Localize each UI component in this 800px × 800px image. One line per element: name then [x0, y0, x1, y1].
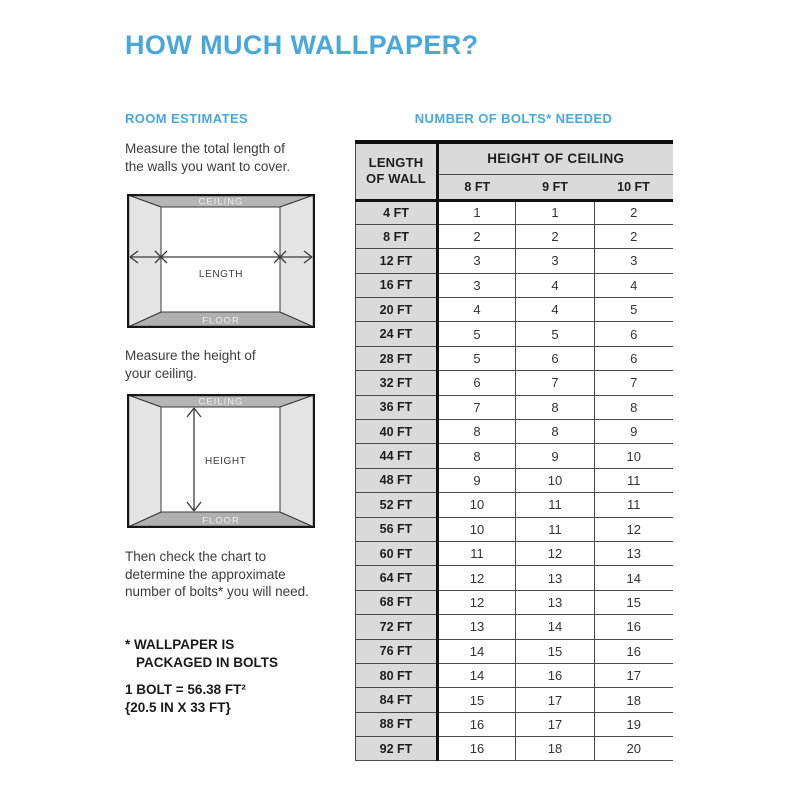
table-row — [356, 468, 673, 492]
instruction-line: number of bolts* you will need. — [125, 584, 309, 599]
instruction-line: the walls you want to cover. — [125, 158, 291, 174]
bolts-value-cell: 4 — [438, 298, 516, 322]
left-wall — [128, 195, 161, 327]
bolts-value-cell: 18 — [516, 737, 595, 761]
table-row — [356, 615, 673, 639]
bolts-value-cell: 8 — [516, 420, 595, 444]
table-row — [356, 249, 673, 273]
wall-length-cell: 4 FT — [356, 200, 438, 224]
bolts-value-cell: 3 — [438, 273, 516, 297]
table-row — [356, 346, 673, 370]
wall-length-cell: 8 FT — [356, 224, 438, 248]
column-header-9ft: 9 FT — [516, 174, 595, 200]
bolts-value-cell: 8 — [438, 420, 516, 444]
measure-height-instruction — [125, 347, 256, 382]
room-length-diagram — [127, 194, 315, 328]
bolts-value-cell: 12 — [438, 590, 516, 614]
length-of-wall-header — [356, 142, 438, 200]
footnote-line: PACKAGED IN BOLTS — [136, 654, 279, 670]
wall-length-cell: 92 FT — [356, 737, 438, 761]
bolts-value-cell: 4 — [516, 298, 595, 322]
bolts-value-cell: 13 — [438, 615, 516, 639]
bolts-value-cell: 9 — [516, 444, 595, 468]
ceiling-label: CEILING — [198, 196, 244, 208]
bolts-value-cell: 10 — [438, 493, 516, 517]
table-row — [356, 420, 673, 444]
bolts-value-cell: 16 — [516, 663, 595, 687]
bolts-value-cell: 14 — [595, 566, 673, 590]
left-wall — [128, 395, 161, 527]
table-row — [356, 541, 673, 565]
room-height-diagram — [127, 394, 315, 528]
bolts-value-cell: 3 — [595, 249, 673, 273]
measure-length-instruction — [125, 140, 290, 175]
floor-label: FLOOR — [202, 315, 240, 327]
bolts-value-cell: 9 — [438, 468, 516, 492]
ceiling-label: CEILING — [198, 396, 244, 408]
bolts-value-cell: 11 — [516, 493, 595, 517]
column-header-8ft: 8 FT — [438, 174, 516, 200]
table-row — [356, 590, 673, 614]
wall-length-cell: 60 FT — [356, 541, 438, 565]
bolts-value-cell: 13 — [516, 590, 595, 614]
room-estimates-heading: ROOM ESTIMATES — [125, 111, 249, 126]
bolts-value-cell: 1 — [516, 200, 595, 224]
bolts-value-cell: 8 — [438, 444, 516, 468]
wall-length-cell: 44 FT — [356, 444, 438, 468]
table-row — [356, 395, 673, 419]
bolts-value-cell: 14 — [438, 663, 516, 687]
bolts-value-cell: 7 — [516, 371, 595, 395]
table-row — [356, 517, 673, 541]
table-row — [356, 298, 673, 322]
bolts-value-cell: 20 — [595, 737, 673, 761]
wall-length-cell: 48 FT — [356, 468, 438, 492]
wall-length-cell: 76 FT — [356, 639, 438, 663]
bolts-value-cell: 15 — [438, 688, 516, 712]
instruction-line: Measure the height of — [125, 348, 256, 363]
bolts-value-cell: 19 — [595, 712, 673, 736]
bolts-value-cell: 6 — [595, 346, 673, 370]
wall-length-cell: 16 FT — [356, 273, 438, 297]
bolts-value-cell: 12 — [438, 566, 516, 590]
table-group-header-row — [356, 142, 673, 174]
bolts-value-cell: 11 — [438, 541, 516, 565]
wall-length-cell: 68 FT — [356, 590, 438, 614]
bolts-value-cell: 7 — [438, 395, 516, 419]
bolts-value-cell: 3 — [438, 249, 516, 273]
wall-length-cell: 24 FT — [356, 322, 438, 346]
wall-length-cell: 88 FT — [356, 712, 438, 736]
wall-length-cell: 40 FT — [356, 420, 438, 444]
wall-length-cell: 20 FT — [356, 298, 438, 322]
table-row — [356, 663, 673, 687]
bolts-table-body — [356, 200, 673, 761]
table-row — [356, 688, 673, 712]
bolts-value-cell: 5 — [595, 298, 673, 322]
bolts-value-cell: 15 — [516, 639, 595, 663]
column-header-10ft: 10 FT — [595, 174, 673, 200]
table-row — [356, 224, 673, 248]
bolts-value-cell: 5 — [438, 346, 516, 370]
bolts-value-cell: 11 — [595, 468, 673, 492]
wall-length-cell: 72 FT — [356, 615, 438, 639]
bolts-value-cell: 12 — [516, 541, 595, 565]
bolts-value-cell: 17 — [595, 663, 673, 687]
footnote-line: * WALLPAPER IS — [125, 637, 235, 652]
wall-length-cell: 28 FT — [356, 346, 438, 370]
bolts-value-cell: 4 — [595, 273, 673, 297]
wall-length-cell: 84 FT — [356, 688, 438, 712]
check-chart-instruction — [125, 548, 309, 601]
bolts-value-cell: 9 — [595, 420, 673, 444]
header-line: LENGTH — [368, 155, 424, 171]
bolts-value-cell: 3 — [516, 249, 595, 273]
bolts-value-cell: 8 — [516, 395, 595, 419]
bolts-value-cell: 13 — [595, 541, 673, 565]
bolts-value-cell: 16 — [438, 737, 516, 761]
bolts-value-cell: 6 — [595, 322, 673, 346]
table-row — [356, 371, 673, 395]
table-row — [356, 737, 673, 761]
bolts-value-cell: 11 — [516, 517, 595, 541]
instruction-line: Then check the chart to — [125, 549, 267, 564]
bolts-value-cell: 7 — [595, 371, 673, 395]
wall-length-cell: 12 FT — [356, 249, 438, 273]
page-title: HOW MUCH WALLPAPER? — [125, 30, 479, 60]
bolts-value-cell: 12 — [595, 517, 673, 541]
height-of-ceiling-header: HEIGHT OF CEILING — [438, 142, 673, 174]
right-wall — [280, 195, 314, 327]
wall-length-cell: 80 FT — [356, 663, 438, 687]
instruction-line: your ceiling. — [125, 365, 198, 381]
table-row — [356, 566, 673, 590]
bolts-value-cell: 16 — [595, 615, 673, 639]
height-label: HEIGHT — [205, 456, 247, 467]
length-label: LENGTH — [198, 269, 244, 280]
bolts-value-cell: 2 — [438, 224, 516, 248]
bolts-value-cell: 5 — [438, 322, 516, 346]
wallpaper-footnote — [125, 636, 278, 671]
bolt-info-line: {20.5 IN X 33 FT} — [125, 699, 231, 715]
bolts-value-cell: 2 — [516, 224, 595, 248]
wall-length-cell: 52 FT — [356, 493, 438, 517]
bolts-value-cell: 2 — [595, 200, 673, 224]
bolts-value-cell: 4 — [516, 273, 595, 297]
table-row — [356, 639, 673, 663]
floor-label: FLOOR — [202, 515, 240, 527]
table-row — [356, 273, 673, 297]
bolts-value-cell: 18 — [595, 688, 673, 712]
table-row — [356, 712, 673, 736]
bolts-value-cell: 8 — [595, 395, 673, 419]
bolts-value-cell: 6 — [438, 371, 516, 395]
bolts-value-cell: 14 — [438, 639, 516, 663]
wall-length-cell: 32 FT — [356, 371, 438, 395]
bolts-value-cell: 1 — [438, 200, 516, 224]
bolts-value-cell: 2 — [595, 224, 673, 248]
right-wall — [280, 395, 314, 527]
bolt-info-line: 1 BOLT = 56.38 FT² — [125, 682, 246, 697]
back-wall — [161, 207, 280, 312]
bolts-value-cell: 13 — [516, 566, 595, 590]
table-row — [356, 322, 673, 346]
wall-length-cell: 36 FT — [356, 395, 438, 419]
bolts-value-cell: 14 — [516, 615, 595, 639]
instruction-line: determine the approximate — [125, 566, 286, 582]
bolts-value-cell: 11 — [595, 493, 673, 517]
bolts-value-cell: 10 — [438, 517, 516, 541]
bolts-value-cell: 17 — [516, 688, 595, 712]
table-row — [356, 444, 673, 468]
wall-length-cell: 64 FT — [356, 566, 438, 590]
wall-length-cell: 56 FT — [356, 517, 438, 541]
bolts-value-cell: 10 — [516, 468, 595, 492]
bolts-value-cell: 15 — [595, 590, 673, 614]
bolts-value-cell: 6 — [516, 346, 595, 370]
bolts-value-cell: 17 — [516, 712, 595, 736]
table-row — [356, 200, 673, 224]
header-line: OF WALL — [366, 171, 426, 187]
bolts-needed-table — [355, 140, 673, 761]
bolts-value-cell: 10 — [595, 444, 673, 468]
bolts-value-cell: 5 — [516, 322, 595, 346]
bolt-size-info — [125, 681, 246, 716]
bolts-value-cell: 16 — [438, 712, 516, 736]
bolts-needed-heading: NUMBER OF BOLTS* NEEDED — [414, 111, 613, 126]
bolts-value-cell: 16 — [595, 639, 673, 663]
table-row — [356, 493, 673, 517]
instruction-line: Measure the total length of — [125, 141, 285, 156]
